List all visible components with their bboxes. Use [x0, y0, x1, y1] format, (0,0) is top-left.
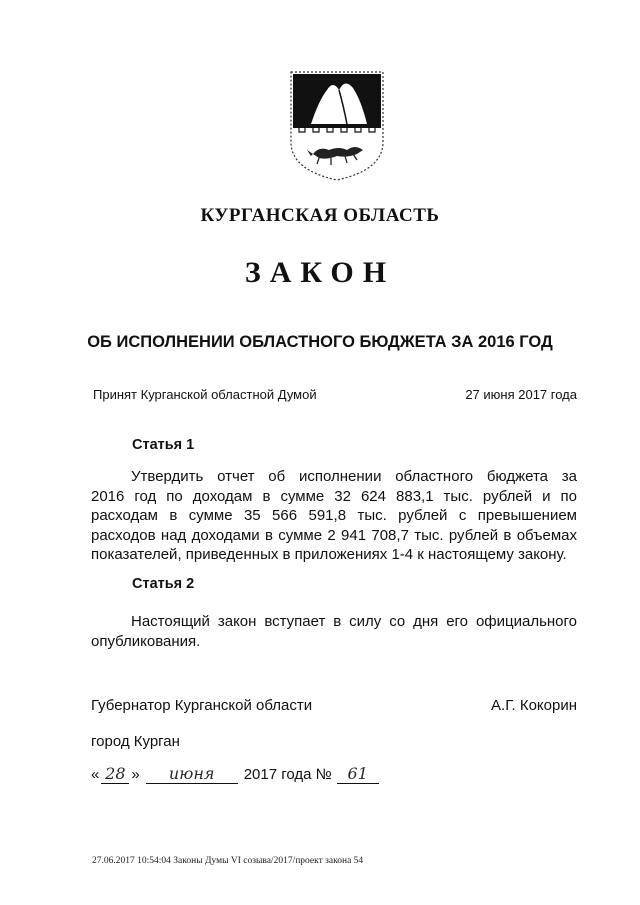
article-2-line: опубликования.: [91, 632, 201, 650]
law-subject-title: ОБ ИСПОЛНЕНИИ ОБЛАСТНОГО БЮДЖЕТА ЗА 2016 ГОД: [87, 333, 553, 351]
article-1-line: показателей, приведенных в приложениях 1-4 к настоящему закону.: [91, 546, 567, 563]
article-1-heading: Статья 1: [132, 437, 195, 453]
adoption-info: [93, 387, 577, 402]
file-path-footer: 27.06.2017 10:54:04 Законы Думы VI созыва/2017/проект закона 54: [92, 856, 364, 866]
open-quote: «: [91, 766, 100, 783]
article-2-text: [91, 612, 577, 651]
enactment-date-line: [91, 764, 379, 784]
adopted-by: Принят Курганской областной Думой: [93, 387, 317, 402]
signatory-position: Губернатор Курганской области: [91, 697, 313, 714]
signatory-name: А.Г. Кокорин: [491, 697, 577, 714]
close-quote: »: [131, 766, 140, 783]
region-title: КУРГАНСКАЯ ОБЛАСТЬ: [200, 205, 440, 226]
article-2-heading: Статья 2: [132, 576, 195, 592]
kurgan-oblast-coat-of-arms-icon: [289, 70, 385, 182]
handwritten-day: 28: [105, 764, 126, 783]
article-1-line: Утвердить отчет об исполнении областного бюджета за: [131, 468, 577, 485]
month-blank: [146, 764, 238, 784]
city: город Курган: [91, 733, 180, 750]
article-1-line: расходам в сумме 35 566 591,8 тыс. рублей с превышением: [91, 507, 577, 524]
article-1-line: 2016 год по доходам в сумме 32 624 883,1 тыс. рублей и по: [91, 487, 577, 505]
number-blank: [337, 764, 379, 784]
adopted-date: 27 июня 2017 года: [465, 387, 577, 402]
day-blank: [101, 764, 129, 784]
handwritten-month: июня: [168, 764, 215, 783]
article-1-text: [91, 467, 577, 565]
signature-block: [91, 697, 577, 714]
article-1-line: расходов над доходами в сумме 2 941 708,7 тыс. рублей в объемах: [91, 526, 577, 544]
document-type-title: ЗАКОН: [244, 256, 396, 289]
handwritten-number: 61: [347, 764, 368, 783]
year-and-number-label: 2017 года №: [243, 766, 332, 783]
article-2-line: Настоящий закон вступает в силу со дня его официального: [131, 613, 577, 630]
